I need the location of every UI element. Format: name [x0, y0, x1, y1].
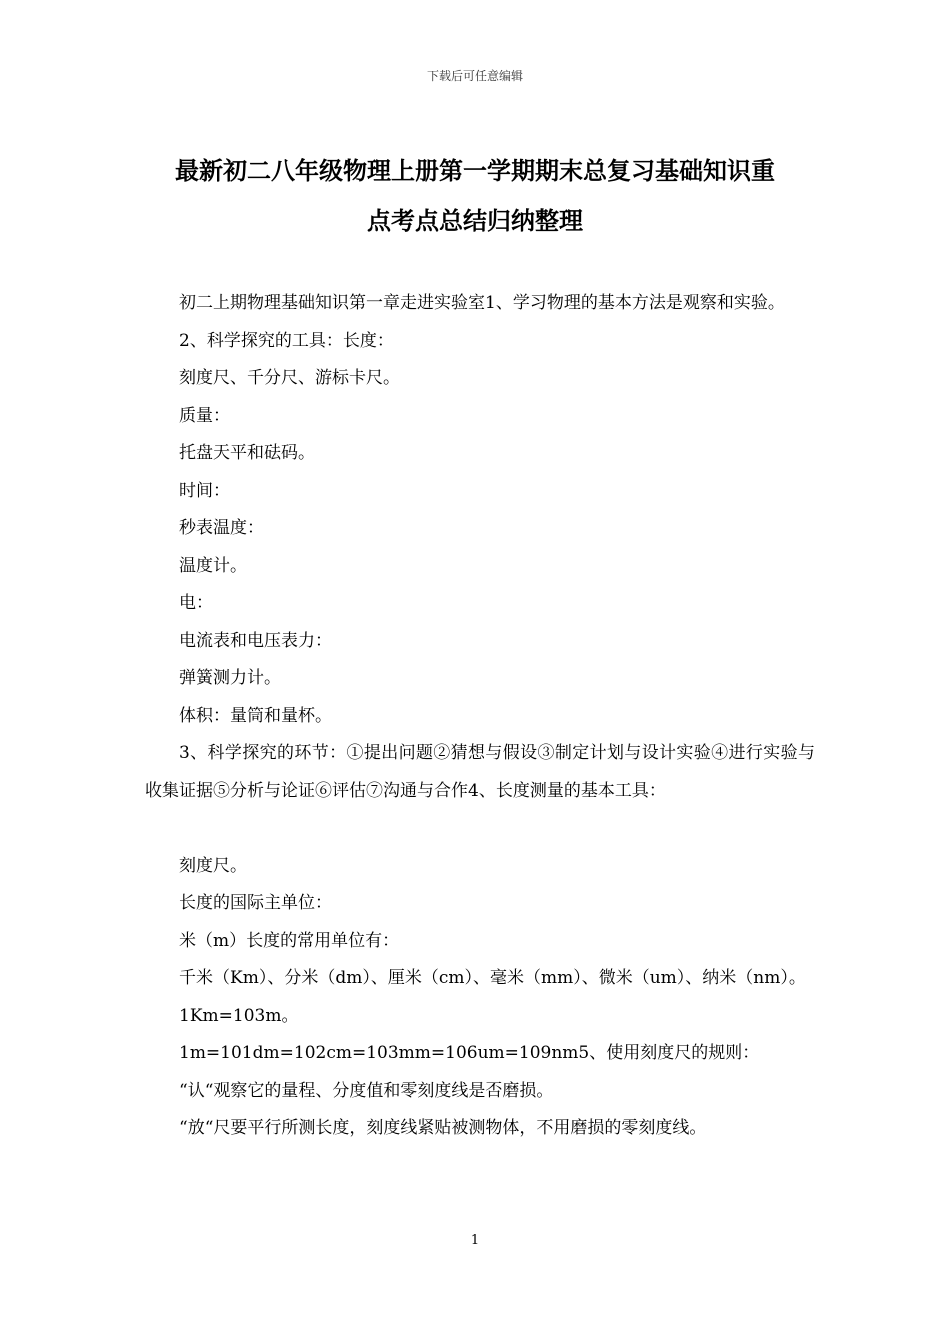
- paragraph-km-conversion: 1Km=103m。: [179, 1005, 299, 1026]
- paragraph-si-unit-label: 长度的国际主单位：: [179, 893, 332, 913]
- header-note: 下载后可任意编辑: [426, 69, 523, 83]
- document-title-line-2: 点考点总结归纳整理: [367, 206, 583, 235]
- document-title-line-1: 最新初二八年级物理上册第一学期期末总复习基础知识重: [175, 156, 775, 185]
- paragraph-electric-tools: 电流表和电压表力：: [179, 630, 332, 651]
- document-body: [145, 285, 815, 1148]
- page-number: 1: [470, 1233, 480, 1248]
- paragraph-time-label: 时间：: [179, 480, 230, 501]
- paragraph-time-tools: 秒表温度：: [179, 518, 264, 538]
- paragraph-rule-place: “放“尺要平行所测长度，刻度线紧贴被测物体，不用磨损的零刻度线。: [179, 1118, 707, 1138]
- paragraph-inquiry-steps: 3、科学探究的环节：①提出问题②猜想与假设③制定计划与设计实验④进行实验与收集证据⑤分析与论证⑥评估⑦沟通与合作4、长度测量的基本工具：: [145, 743, 815, 801]
- paragraph-m-conversion: 1m=101dm=102cm=103mm=106um=109nm5、使用刻度尺的规则：: [179, 1043, 760, 1063]
- paragraph-intro: 初二上期物理基础知识第一章走进实验室1、学习物理的基本方法是观察和实验。: [179, 293, 785, 313]
- paragraph-common-units: 千米（Km）、分米（dm）、厘米（cm）、毫米（mm）、微米（um）、纳米（nm）。: [179, 968, 806, 988]
- paragraph-common-units-label: 米（m）长度的常用单位有：: [179, 930, 400, 951]
- paragraph-volume-tools: 体积：量筒和量杯。: [179, 705, 332, 726]
- paragraph-length-tools: 刻度尺、千分尺、游标卡尺。: [179, 368, 400, 388]
- paragraph-rule-observe: “认“观察它的量程、分度值和零刻度线是否磨损。: [179, 1080, 554, 1101]
- paragraph-ruler: 刻度尺。: [179, 855, 247, 876]
- paragraph-force-tools: 弹簧测力计。: [179, 668, 281, 688]
- paragraph-mass-tools: 托盘天平和砝码。: [179, 443, 315, 463]
- paragraph-temperature-tools: 温度计。: [179, 555, 247, 576]
- paragraph-tools-heading: 2、科学探究的工具：长度：: [179, 330, 394, 351]
- paragraph-mass-label: 质量：: [179, 405, 230, 426]
- paragraph-electric-label: 电：: [179, 593, 213, 613]
